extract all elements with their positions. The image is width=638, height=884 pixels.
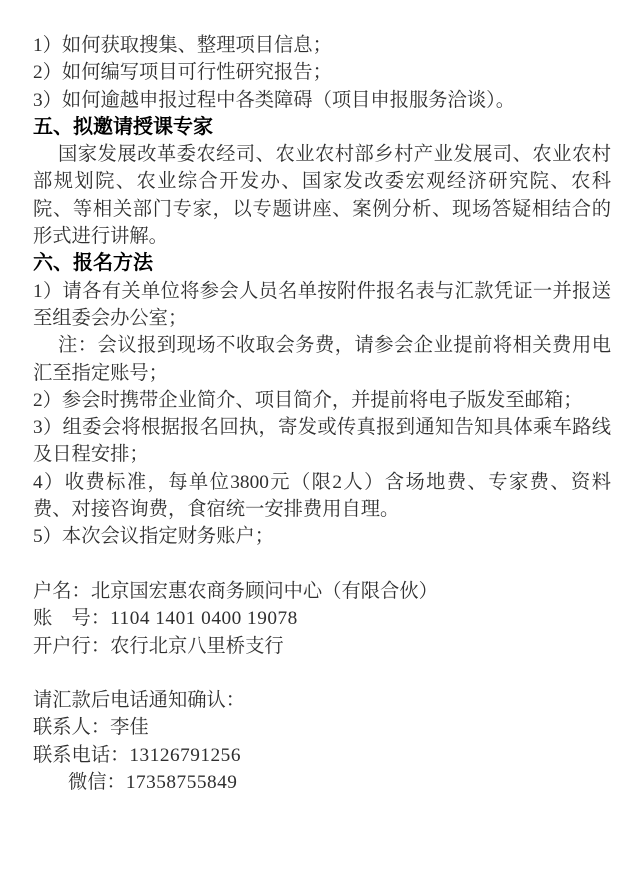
signup-item-1: 1）请各有关单位将参会人员名单按附件报名表与汇款凭证一并报送至组委会办公室； xyxy=(33,280,611,329)
contact-wechat-value: 17358755849 xyxy=(125,772,238,794)
contact-person-value: 李佳 xyxy=(110,717,149,739)
account-bank-value: 农行北京八里桥支行 xyxy=(110,635,284,657)
intro-item-1: 1）如何获取搜集、整理项目信息； xyxy=(33,35,332,56)
account-number-label: 账 号： xyxy=(33,608,111,630)
account-holder-line xyxy=(33,578,611,605)
account-bank-label: 开户行： xyxy=(33,635,111,657)
contact-phone-label: 联系电话： xyxy=(33,744,130,766)
section-heading-signup: 六、报名方法 xyxy=(33,252,153,275)
contact-wechat-label: 微信： xyxy=(68,772,126,794)
section-heading-experts: 五、拟邀请授课专家 xyxy=(33,115,213,138)
signup-item-3: 3）组委会将根据报名回执，寄发或传真报到通知告知具体乘车路线及日程安排； xyxy=(33,417,611,466)
signup-item-5: 5）本次会议指定财务账户； xyxy=(33,526,275,548)
blank-line xyxy=(33,660,611,687)
intro-item-3: 3）如何逾越申报过程中各类障碍（项目申报服务洽谈）。 xyxy=(33,89,516,111)
intro-item-2: 2）如何编写项目可行性研究报告； xyxy=(33,62,332,84)
account-holder-value: 北京国宏惠农商务顾问中心（有限合伙） xyxy=(90,580,438,602)
experts-body: 国家发展改革委农经司、农业农村部乡村产业发展司、农业农村部规划院、农业综合开发办、国家发改委宏观经济研究院、农科院、等相关部门专家，以专题讲座、案例分析、现场答疑相结合的形式进行讲解。 xyxy=(33,144,611,248)
signup-item-4: 4）收费标准，每单位3800元（限2人）含场地费、专家费、资料费、对接咨询费，食宿统一安排费用自理。 xyxy=(33,471,611,521)
contact-phone-value: 13126791256 xyxy=(129,744,241,766)
signup-note: 注：会议报到现场不收取会务费，请参会企业提前将相关费用电汇至指定账号； xyxy=(33,335,611,384)
payment-confirm-note: 请汇款后电话通知确认： xyxy=(33,690,246,712)
account-holder-label: 户名： xyxy=(33,580,91,602)
blank-line xyxy=(33,551,611,578)
signup-item-2: 2）参会时携带企业简介、项目简介，并提前将电子版发至邮箱； xyxy=(33,389,583,411)
account-number-value: 1104 1401 0400 19078 xyxy=(110,608,298,630)
contact-person-label: 联系人： xyxy=(33,717,111,739)
account-number-line xyxy=(33,605,611,632)
contact-wechat-line xyxy=(33,769,611,796)
contact-phone-line xyxy=(33,742,611,769)
contact-person-line xyxy=(33,714,611,741)
account-bank-line xyxy=(33,633,611,660)
